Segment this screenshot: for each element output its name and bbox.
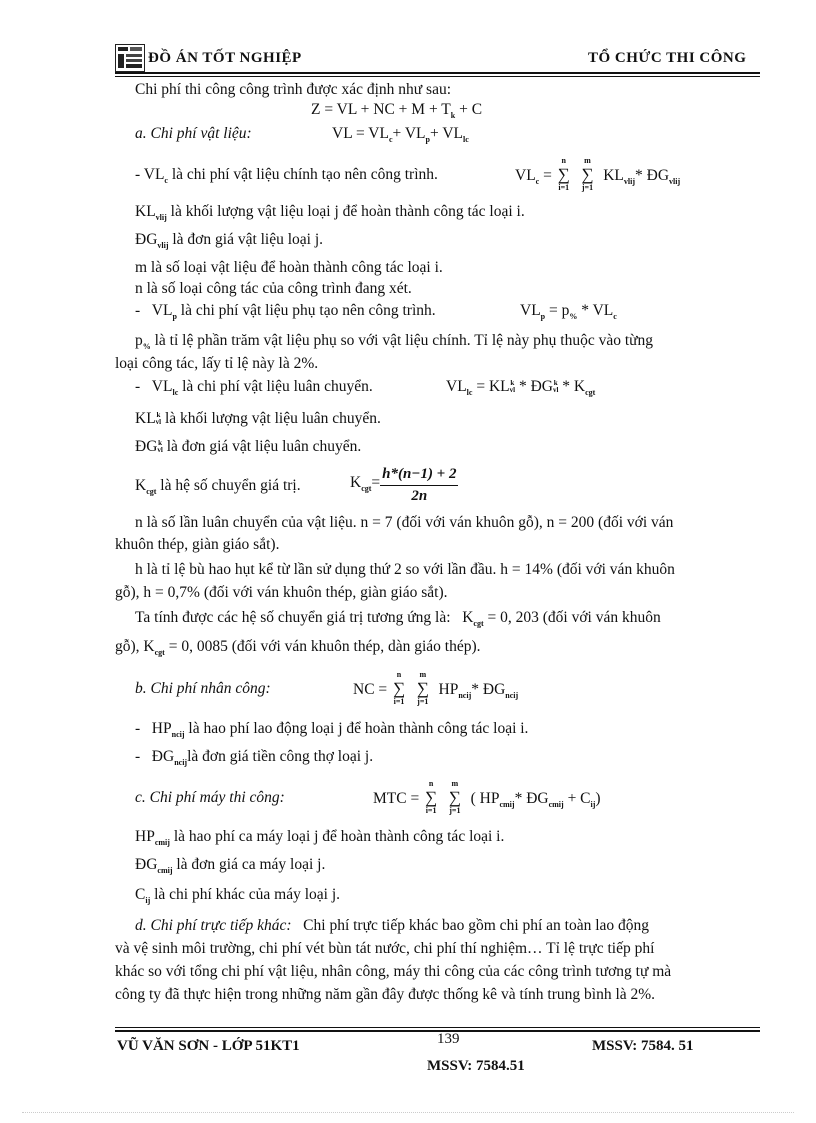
footer-mssv: MSSV: 7584. 51	[592, 1038, 694, 1054]
h-2: gỗ), h = 0,7% (đối với ván khuôn thép, giàn giáo sắt).	[115, 584, 448, 601]
m-desc: m là số loại vật liệu để hoàn thành công tác loại i.	[135, 259, 443, 276]
section-d-line-1: d. Chi phí trực tiếp khác: Chi phí trực tiếp khác bao gồm chi phí an toàn lao động	[135, 917, 650, 934]
formula-vllc: $VL_{lc}$ = KLk vl * ĐGk vl * $K_{cgt}$	[446, 378, 596, 397]
formula-mtc: MTC = n ∑ i=1 m ∑ j=1 ( $HP_{cmij}*$ $ĐG_{cmij} + C_{ij}$)	[373, 779, 601, 815]
kl-desc: $KL_{vlij}$ là khối lượng vật liệu loại j để hoàn thành công tác loại i.	[135, 203, 525, 222]
section-b-label: b. Chi phí nhân công:	[135, 680, 271, 697]
vlp-desc: - $VL_p$ là chi phí vật liệu phụ tạo nên công trình.	[135, 302, 436, 321]
kcgt-desc: $K_{cgt}$ là hệ số chuyển giá trị.	[135, 477, 301, 496]
n-desc: n là số loại công tác của công trình đang xét.	[135, 280, 412, 297]
ta-2: gỗ), $K_{cgt} = 0$, 0085 (đối với ván khuôn thép, dàn giáo thép).	[115, 638, 481, 657]
n-lc-1: n là số lần luân chuyển của vật liệu. n = 7 (đối với ván khuôn gỗ), n = 200 (đối với ván	[135, 514, 674, 531]
footer-author: VŨ VĂN SƠN - LỚP 51KT1	[117, 1038, 300, 1054]
hpm-desc: $HP_{cmij}$ là hao phí ca máy loại j để hoàn thành công tác loại i.	[135, 828, 505, 847]
page-number: 139	[437, 1031, 460, 1047]
formula-vlc: $VL_c$ = n ∑ i=1 m ∑ j=1 $KL_{vlij}*$ $ĐG_{vlij}$	[515, 156, 681, 192]
section-c	[135, 788, 285, 808]
section-d-line-3: khác so với tổng chi phí vật liệu, nhân công, máy thi công của các công trình tương tự mà	[115, 963, 672, 980]
formula-z: Z = VL + NC + $M + T_k + C$	[311, 101, 483, 120]
section-c-label: c. Chi phí máy thi công:	[135, 789, 285, 806]
dgnc-desc: - $ĐG_{ncij}là$ đơn giá tiền công thợ loại j.	[135, 748, 374, 767]
section-d-line-2: và vệ sinh môi trường, chi phí vét bùn tát nước, chi phí thí nghiệm… Tỉ lệ trực tiếp phí	[115, 940, 655, 957]
dglc-desc: ĐGk vl là đơn giá vật liệu luân chuyển.	[135, 438, 362, 455]
vllc-desc: - $VL_{lc}$ là chi phí vật liệu luân chuyển.	[135, 378, 373, 397]
section-b	[135, 679, 271, 699]
section-d-label: d. Chi phí trực tiếp khác:	[135, 917, 292, 934]
section-d-line-4: công ty đã thực hiện trong những năm gần đây được thống kê và tính trung bình là 2%.	[115, 986, 656, 1003]
header-rule	[115, 72, 760, 74]
header-title-right: TỔ CHỨC THI CÔNG	[588, 50, 747, 66]
section-a	[135, 124, 252, 144]
h-1: h là tỉ lệ bù hao hụt kể từ lần sử dụng thứ 2 so với lần đầu. h = 14% (đối với ván khuôn	[135, 561, 675, 578]
footer-rule-thin	[115, 1027, 760, 1028]
dgm-desc: $ĐG_{cmij}$ là đơn giá ca máy loại j.	[135, 856, 326, 875]
formula-vlp: $VL_p = p_{\%} * VL_c$	[520, 302, 617, 321]
logo-icon	[115, 44, 145, 72]
frac-numerator: h*(n−1) + 2	[380, 466, 458, 486]
hp-desc: - $HP_{ncij}$ là hao phí lao động loại j để hoàn thành công tác loại i.	[135, 720, 529, 739]
ta-1: Ta tính được các hệ số chuyển giá trị tương ứng là: $K_{cgt} = 0$, 203 (đối với ván khuôn	[135, 609, 661, 628]
p-desc-1: $p_{\%}$ là tỉ lệ phần trăm vật liệu phụ so với vật liệu chính. Tỉ lệ này phụ thuộc vào từng	[135, 332, 654, 351]
formula-vl: VL = $VL_c+ VL_p+ VL_{lc}$	[332, 125, 469, 144]
header-title-left: ĐỒ ÁN TỐT NGHIỆP	[148, 50, 302, 66]
header-rule-thin	[115, 76, 760, 77]
p-desc-2: loại công tác, lấy tỉ lệ này là 2%.	[115, 355, 319, 372]
formula-kcgt: $K_{cgt}=$ $\frac{h*(n-1) + 2}{2n}$	[350, 466, 457, 504]
section-a-label: a. Chi phí vật liệu:	[135, 125, 252, 142]
cij-desc: $C_{ij}$ là chi phí khác của máy loại j.	[135, 886, 341, 905]
formula-nc: NC = n ∑ i=1 m ∑ j=1 $HP_{ncij}*$ $ĐG_{ncij}$	[353, 670, 519, 706]
dg-desc: $ĐG_{vlij}$ là đơn giá vật liệu loại j.	[135, 231, 324, 250]
footer-mssv-bottom: MSSV: 7584.51	[427, 1058, 525, 1074]
kllc-desc: KLk vl là khối lượng vật liệu luân chuyển.	[135, 410, 381, 427]
frac-denominator: 2n	[411, 488, 428, 504]
n-lc-2: khuôn thép, giàn giáo sắt).	[115, 536, 280, 553]
vlc-desc: - $VL_c$ là chi phí vật liệu chính tạo nên công trình.	[135, 166, 438, 185]
page-edge-divider	[22, 1112, 794, 1113]
intro-line: Chi phí thi công công trình được xác định như sau:	[135, 81, 452, 98]
